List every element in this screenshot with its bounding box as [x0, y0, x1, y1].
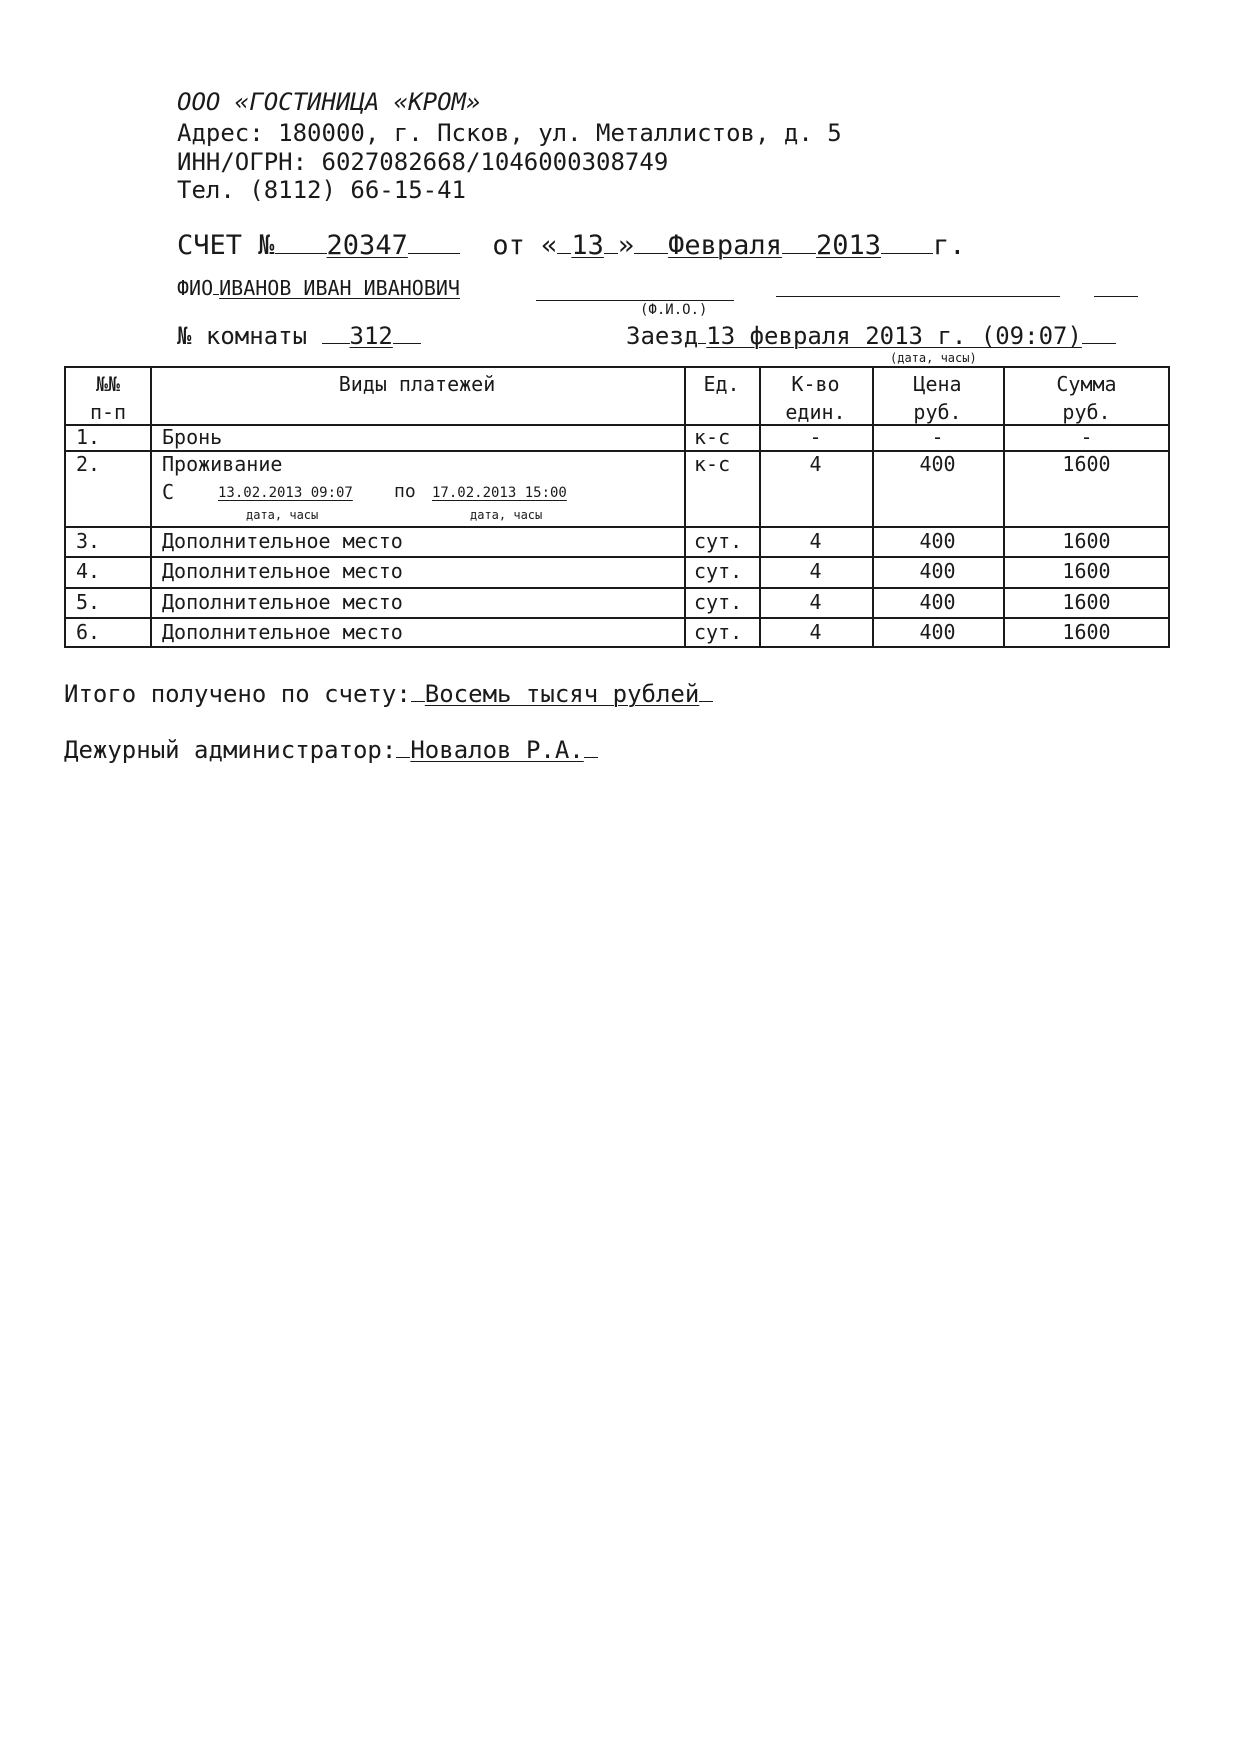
row-5-num: 5.: [76, 590, 101, 614]
row-2-qty: 4: [809, 452, 822, 476]
row-6-sum: 1600: [1062, 620, 1111, 644]
row-2-period-from-label: С: [162, 480, 175, 504]
row-2-period-to: 17.02.2013 15:00: [432, 485, 567, 501]
row-2-period-from: 13.02.2013 09:07: [218, 485, 353, 501]
header-num-line2: п-п: [89, 400, 127, 424]
header-sum-line1: Сумма: [1056, 372, 1117, 396]
header-price-line1: Цена: [913, 372, 962, 396]
room-number: 312: [349, 322, 393, 350]
row-3-qty: 4: [809, 529, 822, 553]
row-2-period-from-caption: дата, часы: [246, 508, 319, 522]
row-5-type: Дополнительное место: [162, 590, 403, 614]
row-6-num: 6.: [76, 620, 101, 644]
row-4-sum: 1600: [1062, 559, 1111, 583]
row-3-num: 3.: [76, 529, 101, 553]
invoice-day-close: »: [617, 230, 635, 261]
row-4-price: 400: [919, 559, 956, 583]
payments-table: [64, 366, 1170, 648]
total-value: Восемь тысяч рублей: [424, 680, 700, 708]
invoice-label: СЧЕТ №: [177, 230, 275, 261]
total-label: Итого получено по счету:: [64, 680, 411, 708]
row-3-unit: сут.: [694, 529, 743, 553]
invoice-from-label: от «: [492, 230, 558, 261]
row-5-price: 400: [919, 590, 956, 614]
arrival-caption: (дата, часы): [890, 351, 977, 365]
admin-value: Новалов Р.А.: [410, 736, 584, 764]
header-unit: Ед.: [703, 372, 740, 396]
row-2-num: 2.: [76, 452, 101, 476]
row-1-num: 1.: [76, 425, 101, 449]
row-4-num: 4.: [76, 559, 101, 583]
row-5-sum: 1600: [1062, 590, 1111, 614]
invoice-title-line: [177, 230, 966, 262]
row-5-unit: сут.: [694, 590, 743, 614]
row-4-type: Дополнительное место: [162, 559, 403, 583]
header-num-line1: №№: [95, 372, 121, 396]
total-line: [64, 680, 713, 708]
guest-line: [177, 276, 460, 300]
row-4-qty: 4: [809, 559, 822, 583]
row-4-unit: сут.: [694, 559, 743, 583]
arrival-value: 13 февраля 2013 г. (09:07): [706, 322, 1082, 350]
header-qty-line1: К-во: [791, 372, 840, 396]
row-3-type: Дополнительное место: [162, 529, 403, 553]
row-6-type: Дополнительное место: [162, 620, 403, 644]
invoice-number: 20347: [326, 230, 408, 261]
signature-line: [776, 296, 1060, 297]
header-sum-line2: руб.: [1062, 400, 1111, 424]
room-line: [177, 322, 421, 350]
guest-caption: (Ф.И.О.): [640, 302, 708, 318]
invoice-year-suffix: г.: [932, 230, 966, 261]
header-type: Виды платежей: [338, 372, 496, 396]
row-6-unit: сут.: [694, 620, 743, 644]
row-6-price: 400: [919, 620, 956, 644]
arrival-label: Заезд: [626, 322, 699, 350]
row-2-period-to-label: по: [394, 481, 416, 502]
row-1-qty: -: [809, 425, 822, 449]
guest-name: ИВАНОВ ИВАН ИВАНОВИЧ: [219, 276, 460, 300]
header-qty-line2: един.: [785, 400, 846, 424]
row-1-sum: -: [1080, 425, 1093, 449]
row-1-type: Бронь: [162, 425, 223, 449]
company-address: Адрес: 180000, г. Псков, ул. Металлистов, д. 5: [177, 119, 842, 147]
row-2-sum: 1600: [1062, 452, 1111, 476]
company-name: ООО «ГОСТИНИЦА «КРОМ»: [177, 88, 481, 116]
arrival-line: [626, 322, 1116, 350]
invoice-month: Февраля: [668, 230, 782, 261]
row-2-unit: к-с: [694, 452, 731, 476]
admin-label: Дежурный администратор:: [64, 736, 397, 764]
row-1-price: -: [931, 425, 944, 449]
row-6-qty: 4: [809, 620, 822, 644]
company-inn: ИНН/ОГРН: 6027082668/1046000308749: [177, 148, 669, 176]
row-3-price: 400: [919, 529, 956, 553]
row-2-type: Проживание: [162, 452, 283, 476]
row-1-unit: к-с: [694, 425, 731, 449]
admin-line: [64, 736, 598, 764]
signature-line-short: [1094, 296, 1138, 297]
header-price-line2: руб.: [913, 400, 962, 424]
invoice-day: 13: [571, 230, 604, 261]
company-phone: Тел. (8112) 66-15-41: [177, 176, 466, 204]
guest-underline: [536, 300, 734, 301]
row-5-qty: 4: [809, 590, 822, 614]
guest-label: ФИО: [177, 276, 214, 300]
invoice-year: 2013: [815, 230, 881, 261]
row-2-period-to-caption: дата, часы: [470, 508, 543, 522]
room-label: № комнаты: [177, 322, 322, 350]
row-2-price: 400: [919, 452, 956, 476]
row-3-sum: 1600: [1062, 529, 1111, 553]
